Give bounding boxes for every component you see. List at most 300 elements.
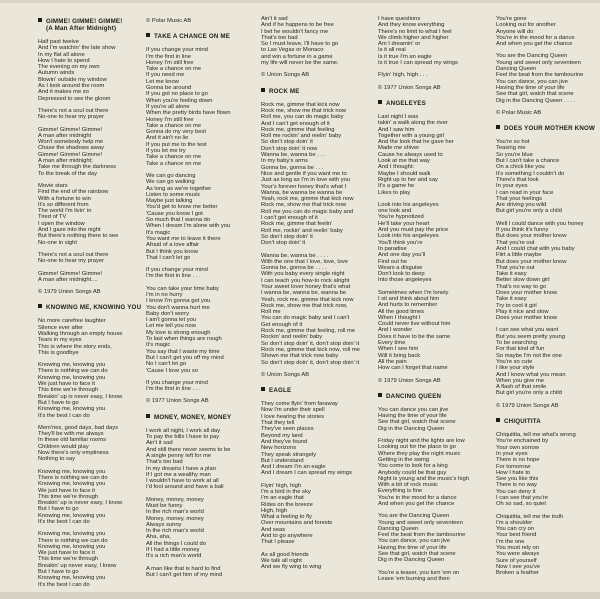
lyric-line: So you're blue <box>496 151 533 158</box>
lyric-line: On a chick like you <box>496 164 545 171</box>
lyric-line: You can dance, you can jive <box>378 538 450 545</box>
lyric-line: In my baby's arms <box>261 158 308 165</box>
lyric-line: I can see what you want <box>496 327 559 334</box>
lyric-line: And still there never seems to be <box>146 446 231 453</box>
lyric-line: How I hate to <box>496 469 531 476</box>
song-title-line <box>496 125 596 132</box>
lyric-line: I have questions <box>378 16 421 22</box>
lyric-line: Knowing me, knowing you <box>38 481 106 488</box>
lyric-line: A man after midnight; <box>38 158 93 165</box>
lyric-line: Try to cool it girl <box>496 302 537 309</box>
lyric-line: You are the Dancing Queen <box>496 53 568 60</box>
lyric-line: How I hate to spend <box>38 57 90 64</box>
lyric-line: We just have to face it <box>38 381 95 388</box>
lyric-line: Blowin' outside my window <box>38 76 107 83</box>
lyric-line: Where they play the night music <box>378 450 461 457</box>
lyric-line: Rock me, show me that trick now <box>261 202 347 209</box>
lyric-line: And we fly wing to wing <box>261 564 322 571</box>
lyric-line: And it ain't no lie <box>146 135 189 142</box>
lyric-line: Better slow down girl <box>496 277 550 284</box>
lyric-line: Wanna, be wanna be wanna be <box>261 189 343 196</box>
stanza <box>378 16 490 66</box>
lyric-line: It's the best I can do <box>38 581 90 588</box>
lyric-line: Made me shiver <box>378 145 420 152</box>
lyric-line: And the look that he gave her <box>378 139 454 146</box>
lyric-line: Knowing me, knowing you <box>38 362 106 369</box>
lyric-line: You're in the mood for a dance <box>378 494 457 501</box>
lyric-line: They speak strangely <box>261 451 317 458</box>
lyric-line: It's the best I can do <box>38 412 90 419</box>
stanza <box>496 514 596 577</box>
lyric-line: Take it easy <box>496 296 527 303</box>
lyric-line: When you give me <box>496 377 545 384</box>
stanza <box>378 513 490 563</box>
lyric-line: Honey I'm still free <box>146 59 194 66</box>
lyric-line: Right up to her and say <box>378 176 438 183</box>
lyric-line: This time we're through <box>38 556 99 563</box>
stanza <box>496 139 596 215</box>
square-bullet-icon <box>38 304 42 308</box>
stanza <box>38 39 150 102</box>
lyric-line: But there's nothing there to see <box>38 233 119 240</box>
lyrics-column <box>496 16 596 583</box>
lyric-line: All the good times <box>378 308 425 315</box>
lyric-line: In my flat all alone <box>38 51 85 58</box>
stanza <box>38 252 150 265</box>
stanza <box>146 286 258 374</box>
lyric-line: With a bit of rock music <box>378 482 438 489</box>
lyric-line: But I think you know <box>146 248 198 255</box>
lyric-line: If you need me <box>146 72 185 79</box>
lyric-line: We talk all night <box>261 557 302 564</box>
lyric-line: If I got me a wealthy man <box>146 471 211 478</box>
lyric-line: There's no limit to what I feel <box>378 28 452 35</box>
lyric-line: You can deny it <box>496 488 536 495</box>
lyric-line: Find out he <box>378 258 408 265</box>
stanza <box>378 114 490 196</box>
lyric-line: If you change your mind <box>146 47 208 54</box>
lyric-line: And when you get the chance <box>378 501 455 507</box>
copyright-line: © 1977 Union Songs AB <box>378 84 441 91</box>
stanza <box>378 290 490 372</box>
lyric-line: I know I'm gonna get you <box>146 298 211 305</box>
lyric-line: Half past twelve <box>38 39 79 45</box>
lyric-line: So I must leave, I'll have to go <box>261 41 339 48</box>
lyric-line: See that girl, watch that scene <box>378 551 456 558</box>
lyric-line: And I dream I'm an eagle <box>261 464 326 471</box>
lyric-line: If you let me try <box>146 148 186 155</box>
song-title-text: (A Man After Midnight) <box>46 25 117 32</box>
lyric-line: Rock me, gimme that kick now <box>261 101 340 108</box>
copyright-line: © Union Songs AB <box>261 72 310 79</box>
stanza <box>38 127 150 177</box>
lyric-line: Gimme! Gimme! Gimme! <box>38 126 103 133</box>
lyric-line: Over mountains and forests <box>261 520 333 527</box>
lyric-line: If you put me to the test <box>146 141 207 148</box>
lyric-line: And I'm watchin' the late show <box>38 45 116 52</box>
lyric-line: I'm an eagle that <box>261 495 304 502</box>
lyric-line: Knowing me, knowing you <box>38 531 106 538</box>
lyric-line: Gimme! Gimme! Gimme! <box>38 270 103 277</box>
lyric-line: I love hearing the stories <box>261 413 325 420</box>
lyric-line: To last when things are rough <box>146 336 222 343</box>
square-bullet-icon <box>38 18 42 22</box>
lyric-line: We just have to face it <box>38 487 95 494</box>
stanza <box>38 469 150 526</box>
lyric-line: You'd get to know me better <box>146 204 218 211</box>
lyric-line: Movie stars <box>38 182 68 189</box>
lyric-line: In your eyes <box>496 450 528 457</box>
lyric-line: Are driving you wild <box>496 202 547 209</box>
lyric-line: Tired of TV <box>38 214 67 221</box>
song-title-text: KNOWING ME, KNOWING YOU <box>46 304 142 312</box>
lyric-line: Nothing to say <box>38 456 76 463</box>
stanza <box>261 253 373 366</box>
lyric-line: It's the best I can do <box>38 519 90 525</box>
lyric-line: There is nothing we can do <box>38 474 108 481</box>
lyric-line: Tears in my eyes <box>38 337 82 344</box>
song-title-text: ANGELEYES <box>386 99 426 107</box>
lyric-line: Must be funny <box>146 503 183 509</box>
lyric-line: And it makes me so <box>38 89 89 96</box>
square-bullet-icon <box>496 418 500 422</box>
lyric-line: But does your mother know <box>496 233 567 240</box>
stanza <box>146 47 258 167</box>
lyric-line: You can take your time baby <box>146 285 219 292</box>
stanza <box>38 362 150 419</box>
lyric-line: Looking out for the place to go <box>378 444 456 451</box>
lyric-line: Look into his angeleyes <box>378 233 439 240</box>
lyric-line: And you must pay the price <box>378 227 449 234</box>
lyric-line: Rock me, gimme that kick now, roll me <box>261 346 360 353</box>
lyric-line: Sometimes when I'm lonely <box>378 289 449 296</box>
lyric-line: Your best friend <box>496 532 537 539</box>
lyric-line: Is it true I'm an eagle <box>378 53 432 60</box>
lyric-line: Your sweet lover honey that's what <box>261 283 351 290</box>
lyric-line: But I can't get you off my mind <box>146 354 224 361</box>
lyric-line: Is it all real <box>378 47 406 54</box>
lyric-line: There is nothing we can do <box>38 537 108 544</box>
lyric-line: You'll think you're <box>378 239 423 246</box>
square-bullet-icon <box>146 414 150 418</box>
lyric-line: In the rich man's world <box>146 528 204 535</box>
lyric-line: And I wonder <box>378 327 413 334</box>
lyric-line: Does your mother know <box>496 315 558 322</box>
stanza <box>146 497 258 560</box>
lyric-line: Flyin' high, high <box>261 482 302 489</box>
lyric-line: To be searching <box>496 340 537 347</box>
lyric-line: For tomorrow <box>496 463 531 470</box>
lyric-line: When you're feeling down <box>146 97 213 104</box>
lyric-line: And they know everything <box>378 22 445 29</box>
lyric-line: Won't somebody help me <box>38 139 104 146</box>
lyric-line: They come flyin' from faraway <box>261 401 338 408</box>
lyrics-column <box>38 16 150 594</box>
lyric-line: Play it nice and slow <box>496 308 549 315</box>
lyric-line: You say that I waste my time <box>146 348 220 355</box>
lyric-line: Honey I'm still free <box>146 116 194 123</box>
square-bullet-icon <box>261 88 265 92</box>
lyric-line: Yeah, rock me, gimme that kick now <box>261 296 354 303</box>
lyric-line: Knowing me, knowing you <box>38 575 106 582</box>
stanza <box>496 327 596 396</box>
lyric-line: Gimme! Gimme! Gimme! <box>38 151 103 158</box>
stanza <box>146 428 258 491</box>
lyric-line: Look into his angeleyes <box>378 201 439 208</box>
lyric-line: Leave 'em burning and then <box>378 575 450 582</box>
song-title-text: ROCK ME <box>269 87 300 95</box>
stanza <box>261 483 373 546</box>
song-title-text: DANCING QUEEN <box>386 392 442 400</box>
lyric-line: takin' a walk along the river <box>378 120 448 127</box>
lyric-line: Roll me, rockin' and reelin' baby <box>261 227 343 234</box>
lyric-line: Oh so sad, so quiet <box>496 501 546 508</box>
lyric-line: Now I'm under their spell <box>261 407 325 414</box>
lyric-line: Knowing me, knowing you <box>38 468 106 475</box>
lyric-line: I'm a shoulder <box>496 519 533 526</box>
lyric-line: Sure of yourself <box>496 557 537 564</box>
lyric-line: Likes to play <box>378 189 411 196</box>
lyric-line: Let me know <box>146 78 179 85</box>
lyric-line: But I have to go <box>38 506 79 513</box>
lyric-line: Anyone will do <box>496 28 534 35</box>
lyric-line: Rides on the breeze <box>261 501 313 508</box>
lyric-line: But you seem pretty young <box>496 333 565 340</box>
lyric-line: Take a chance on me <box>146 122 202 129</box>
lyric-line: Nice and gentle if you want me to <box>261 170 347 177</box>
lyric-line: Dig in the Dancing Queen <box>378 425 445 432</box>
lyric-line: In your eyes <box>496 183 528 190</box>
lyrics-column <box>261 16 373 577</box>
lyric-line: Teasing me <box>496 145 526 152</box>
lyric-line: And they've found <box>261 438 308 445</box>
stanza <box>496 53 596 103</box>
lyric-line: You're gone <box>496 16 527 22</box>
lyric-line: The evening on my own <box>38 64 100 71</box>
lyric-line: And I dream I can spread my wings <box>261 470 352 477</box>
song-title-text: GIMME! GIMME! GIMME! <box>46 18 123 25</box>
copyright-line: © 1979 Union Songs AB <box>378 377 441 384</box>
song-title-line <box>496 418 596 425</box>
song-title-line <box>378 393 490 400</box>
stanza <box>261 102 373 247</box>
lyric-line: The world I'm livin' in <box>38 208 92 215</box>
square-bullet-icon <box>496 125 500 129</box>
stanza <box>378 202 490 284</box>
stanza <box>146 267 258 280</box>
lyric-line: You're hypnotized <box>378 214 424 221</box>
lyric-line: Your's forever honey that's what I <box>261 183 347 190</box>
lyric-line: Getting in the swing <box>378 456 429 463</box>
lyric-line: As all good friends <box>261 551 309 558</box>
lyric-line: It's a game he <box>378 183 415 190</box>
lyric-line: I open the window <box>38 220 85 227</box>
lyric-line: In the rich man's world <box>146 509 204 516</box>
lyric-line: In my dreams I have a plan <box>146 465 216 472</box>
lyric-line: No-one to hear my prayer <box>38 258 105 265</box>
lyric-line: It's magic <box>146 229 171 236</box>
lyric-line: Rock me, gimme that feeling, roll me <box>261 328 356 335</box>
lyric-line: And I could chat with you baby <box>496 245 575 252</box>
lyric-line: Mem'ries, good days, bad days <box>38 424 119 431</box>
stanza <box>496 221 596 322</box>
lyric-line: I'm a bird in the sky <box>261 489 311 495</box>
lyric-line: We just have to face it <box>38 550 95 557</box>
lyric-line: Knowing me, knowing you <box>38 512 106 519</box>
lyric-line: That's too bad <box>261 34 298 41</box>
lyric-line: I can teach you how-to rock alright <box>261 277 350 284</box>
lyric-line: Rock me, gimme that feelin' <box>261 221 333 228</box>
lyric-line: You want me to leave it there <box>146 235 221 242</box>
song-title-line <box>146 414 258 421</box>
lyric-line: This time we're through <box>38 493 99 500</box>
lyric-line: Don't stop doin' it <box>261 240 306 247</box>
lyric-line: Rock me, show me that trick now, <box>261 302 348 309</box>
lyric-line: A flash of that smile <box>496 384 547 391</box>
lyric-line: Chiquitita, tell me what's wrong <box>496 432 576 439</box>
lyric-line: Roll me, you can do magic baby <box>261 114 344 121</box>
lyric-line: We can go dancing <box>146 172 196 179</box>
song-title-line <box>146 33 258 40</box>
stanza <box>261 16 373 66</box>
stanza <box>378 72 490 78</box>
song-subtitle-line <box>38 25 150 32</box>
copyright-line: © 1979 Union Songs AB <box>496 402 559 409</box>
lyric-line: When I thought I <box>378 314 421 321</box>
square-bullet-icon <box>261 387 265 391</box>
stanza <box>378 438 490 507</box>
lyric-line: No I can't let go <box>146 361 187 368</box>
lyric-line: Dig in the Dancing Queen . . . . <box>496 97 576 104</box>
lyric-line: Young and sweet only seventeen <box>496 59 581 66</box>
lyric-line: Chiquitita, tell me the truth <box>496 513 564 520</box>
lyric-line: All the pain <box>378 358 407 365</box>
song-title <box>378 393 490 400</box>
lyric-line: There is no hope <box>496 457 540 464</box>
lyric-line: To the break of the day <box>38 170 97 177</box>
lyric-line: Listen to some music <box>146 191 201 198</box>
lyric-line: Breakin' up is never easy, I know <box>38 393 123 400</box>
song-title-line <box>38 304 150 311</box>
lyric-line: You can cry on <box>496 526 535 533</box>
lyric-line: Every time <box>378 340 406 347</box>
lyric-line: That you're out <box>496 239 535 246</box>
lyric-line: But I understand <box>261 457 304 464</box>
copyright-line: © 1977 Union Songs AB <box>146 398 209 405</box>
stanza <box>38 318 150 356</box>
lyric-line: When I dream I'm alone with you <box>146 223 231 230</box>
song-title <box>38 18 150 32</box>
lyric-line: Walking through an empty house <box>38 330 123 337</box>
lyric-line: As long as we're together <box>146 185 212 192</box>
square-bullet-icon <box>146 33 150 37</box>
lyric-line: Looking out for another <box>496 22 556 29</box>
lyric-line: With a fortune to win <box>38 195 91 202</box>
lyric-line: You come to look for a king <box>378 463 448 470</box>
lyric-line: My love is strong enough <box>146 329 211 336</box>
stanza <box>496 432 596 508</box>
song-title <box>496 418 596 425</box>
lyric-line: Autumn winds <box>38 70 75 77</box>
lyric-line: New horizons <box>261 445 297 452</box>
lyric-line: In paradise <box>378 245 407 252</box>
lyric-line: Ain't it sad <box>261 16 288 22</box>
lyric-line: I bet he wouldn't fancy me <box>261 28 329 35</box>
lyric-line: Find the end of the rainbow <box>38 189 109 196</box>
lyric-line: Wanna be, wanna be . . . . <box>261 252 329 259</box>
lyric-line: Gonna do my very best <box>146 129 206 136</box>
lyric-line: If you change your mind <box>146 267 208 274</box>
lyric-line: But I have to go <box>38 569 79 576</box>
lyric-line: Rockin' and reelin' baby <box>261 334 323 341</box>
lyric-line: That you're out <box>496 264 535 271</box>
lyric-line: A single penny left for me <box>146 452 212 459</box>
lyric-line: If I had a little money <box>146 547 200 554</box>
lyric-line: But does your mother know <box>496 258 567 265</box>
lyric-line: Into those angeleyes <box>378 277 432 284</box>
lyric-line: Having the time of your life <box>378 413 447 420</box>
lyric-line: This is goodbye <box>38 349 79 356</box>
lyric-line: Now there's only emptiness <box>38 450 109 457</box>
song-title-text: DOES YOUR MOTHER KNOW <box>504 125 596 133</box>
lyric-line: Well I could dance with you honey <box>496 220 584 227</box>
lyric-line: I work all night, I work all day <box>146 427 221 434</box>
lyric-line: Just as long as I'm in love with you <box>261 177 351 184</box>
lyric-line: Money, money, money <box>146 496 204 503</box>
lyric-line: You can do magic baby and I can't <box>261 315 350 322</box>
lyric-line: You're a teaser, you turn 'em on <box>378 569 460 576</box>
lyric-line: Having the time of your life <box>496 84 565 91</box>
lyric-line: If you got no place to go <box>146 91 208 98</box>
lyric-line: He'll take your heart <box>378 220 430 227</box>
lyric-line: Does it have to be the same <box>378 333 451 340</box>
lyric-line: And one day you'll <box>378 252 426 259</box>
lyric-line: And when you get the chance <box>496 41 573 48</box>
lyric-line: You're in the mood for a dance <box>496 34 575 41</box>
paper-edge-bottom <box>0 592 600 599</box>
song-title-line <box>261 88 373 95</box>
lyric-line: Yeah, rock me, gimme that kick now <box>261 196 354 203</box>
lyric-line: That they tell <box>261 420 295 427</box>
lyric-line: It's something I couldn't do <box>496 170 565 177</box>
lyric-line: I can't get enough of it <box>261 215 318 222</box>
stanza <box>146 566 258 579</box>
lyric-line: Dancing Queen <box>496 66 537 73</box>
lyric-line: There's not a soul out there <box>38 107 109 114</box>
lyric-line: Having the time of your life <box>378 544 447 551</box>
lyric-line: Wears a disguise <box>378 264 423 271</box>
song-title-line <box>261 387 373 394</box>
lyric-line: So don't stop doin' it <box>261 233 313 240</box>
lyric-line: one look and <box>378 208 412 215</box>
lyric-line: Young and sweet only seventeen <box>378 519 463 526</box>
lyric-line: Flirt a little maybe <box>496 252 542 259</box>
lyric-line: Now I see you've <box>496 563 540 570</box>
lyric-line: Take a chance on me <box>146 66 202 73</box>
lyric-line: With the one that I love, love, love <box>261 258 349 265</box>
song-title <box>378 100 490 107</box>
song-title-text: TAKE A CHANCE ON ME <box>154 33 231 41</box>
lyric-line: Knowing me, knowing you <box>38 543 106 550</box>
lyric-line: When I see him <box>378 346 419 353</box>
lyric-line: This is where the story ends, <box>38 343 112 350</box>
lyric-line: We can go walking <box>146 179 195 186</box>
lyric-line: You're so hot <box>496 139 530 146</box>
stanza <box>146 173 258 261</box>
lyric-line: And I saw him <box>378 126 415 133</box>
lyric-line: Take me through the darkness <box>38 164 116 171</box>
lyric-line: And seas <box>261 526 286 533</box>
